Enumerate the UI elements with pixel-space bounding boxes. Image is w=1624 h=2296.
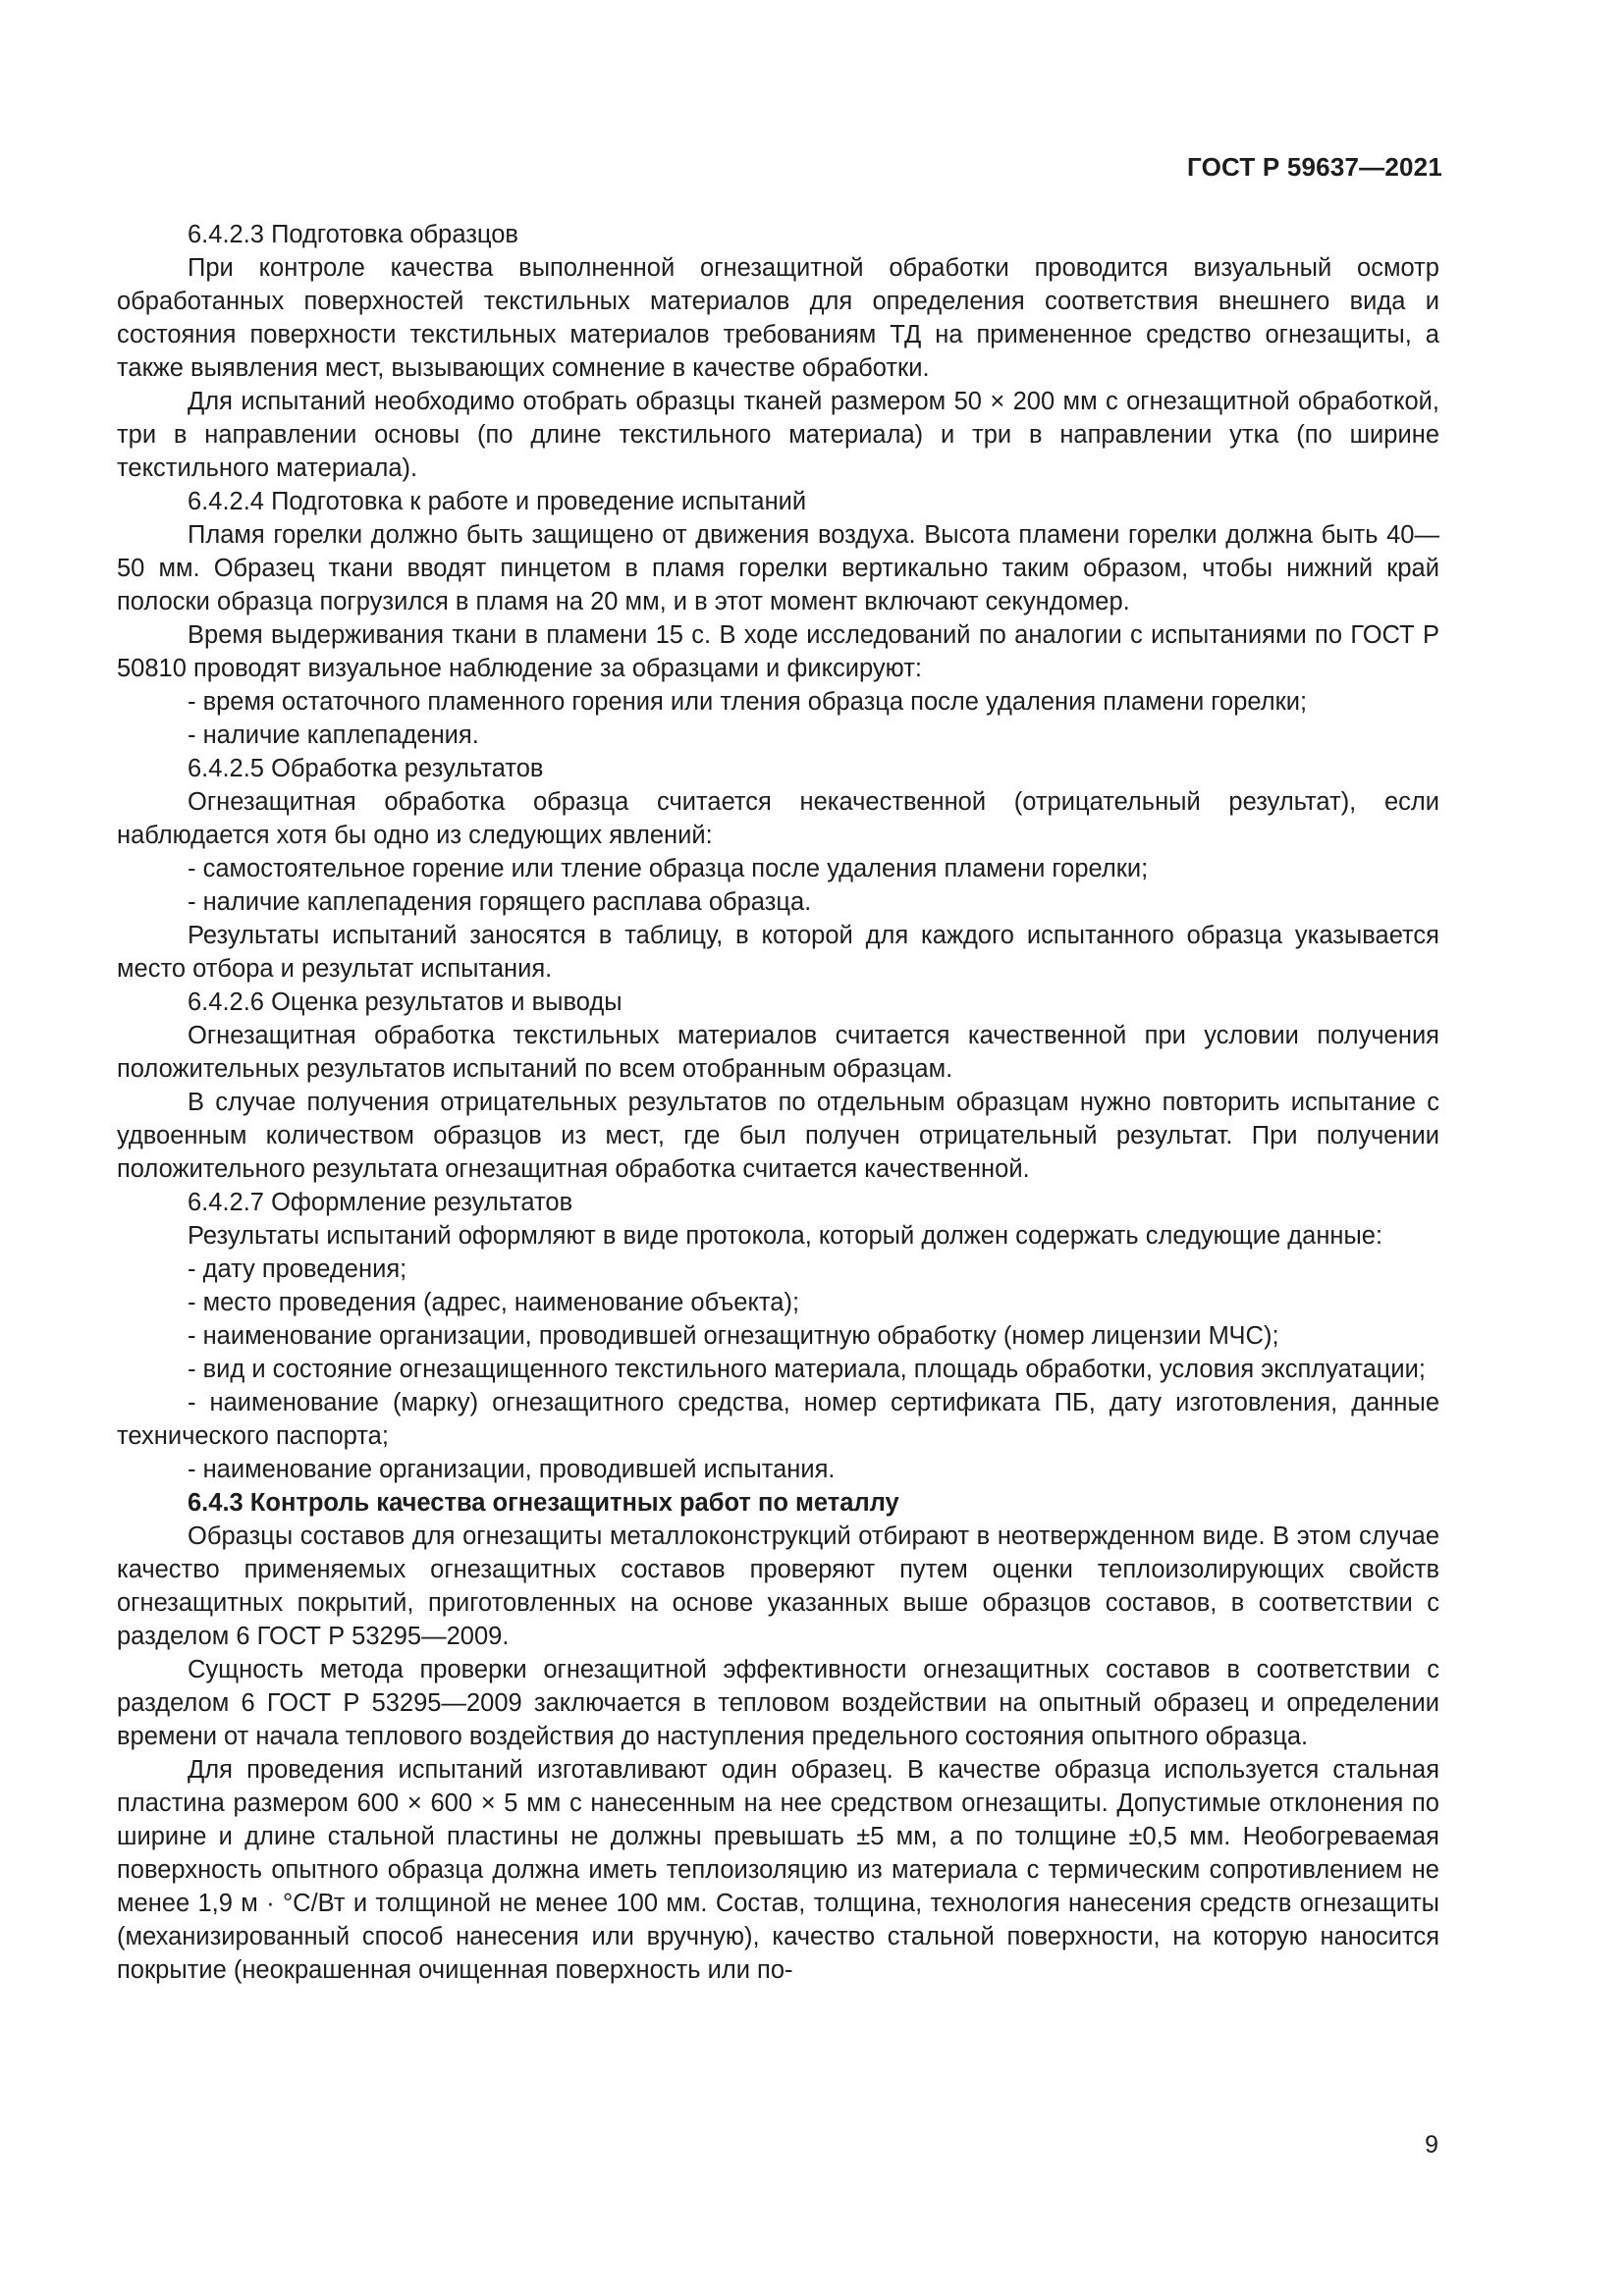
- section-heading-6-4-2-5: 6.4.2.5 Обработка результатов: [188, 755, 544, 782]
- paragraph: Сущность метода проверки огнезащитной эффективности огнезащитных составов в соответствии с разделом 6 ГОСТ Р 53295—2009 заключается в тепловом воздействии на опытный образец и определении времени от начала теплового воздействия до наступления предельного состояния опытного образца.: [117, 1656, 1439, 1750]
- list-item: - наименование организации, проводившей испытания.: [188, 1456, 836, 1483]
- paragraph: Образцы составов для огнезащиты металлоконструкций отбирают в неотвержденном виде. В этом случае качество применяемых огнезащитных составов проверяют путем оценки теплоизолирующих свойств огнезащитных покрытий, приготовленных на основе указанных выше образцов составов, в соответствии с разделом 6 ГОСТ Р 53295—2009.: [117, 1522, 1439, 1650]
- document-code: ГОСТ Р 59637—2021: [1187, 152, 1442, 182]
- section-heading-6-4-3: 6.4.3 Контроль качества огнезащитных работ по металлу: [188, 1489, 899, 1517]
- list-item: - время остаточного пламенного горения или тления образца после удаления пламени горелки;: [188, 688, 1308, 716]
- section-heading-6-4-2-4: 6.4.2.4 Подготовка к работе и проведение испытаний: [188, 488, 807, 515]
- list-item: - место проведения (адрес, наименование объекта);: [188, 1289, 800, 1316]
- page-number: 9: [1425, 2131, 1438, 2159]
- paragraph: Пламя горелки должно быть защищено от движения воздуха. Высота пламени горелки должна быть 40—50 мм. Образец ткани вводят пинцетом в пламя горелки вертикально таким образом, чтобы нижний край полоски образца погрузился в пламя на 20 мм, и в этот момент включают секундомер.: [117, 521, 1439, 615]
- paragraph: Огнезащитная обработка образца считается некачественной (отрицательный результат), если наблюдается хотя бы одно из следующих явлений:: [117, 788, 1439, 849]
- list-item: - наличие каплепадения горящего расплава образца.: [188, 888, 812, 916]
- section-heading-6-4-2-7: 6.4.2.7 Оформление результатов: [188, 1189, 573, 1216]
- paragraph: В случае получения отрицательных результатов по отдельным образцам нужно повторить испытание с удвоенным количеством образцов из мест, где был получен отрицательный результат. При получении положительного результата огнезащитная обработка считается качественной.: [117, 1089, 1439, 1183]
- section-heading-6-4-2-6: 6.4.2.6 Оценка результатов и выводы: [188, 988, 623, 1016]
- section-heading-6-4-2-3: 6.4.2.3 Подготовка образцов: [188, 221, 518, 248]
- document-body: [117, 218, 1439, 1987]
- list-item: - наличие каплепадения.: [188, 721, 479, 749]
- paragraph: Для проведения испытаний изготавливают один образец. В качестве образца используется стальная пластина размером 600 × 600 × 5 мм с нанесенным на нее средством огнезащиты. Допустимые отклонения по ширине и длине стальной пластины не должны превышать ±5 мм, а по толщине ±0,5 мм. Необогреваемая поверхность опытного образца должна иметь теплоизоляцию из материала с термическим сопротивлением не менее 1,9 м · °С/Вт и толщиной не менее 100 мм. Состав, толщина, технология нанесения средств огнезащиты (механизированный способ нанесения или вручную), качество стальной поверхности, на которую наносится покрытие (неокрашенная очищенная поверхность или по-: [117, 1756, 1439, 1984]
- list-item: - наименование организации, проводившей огнезащитную обработку (номер лицензии МЧС);: [188, 1322, 1279, 1350]
- list-item: - наименование (марку) огнезащитного средства, номер сертификата ПБ, дату изготовления, данные технического паспорта;: [117, 1389, 1439, 1450]
- paragraph: Результаты испытаний заносятся в таблицу, в которой для каждого испытанного образца указывается место отбора и результат испытания.: [117, 922, 1439, 983]
- paragraph: Для испытаний необходимо отобрать образцы тканей размером 50 × 200 мм с огнезащитной обработкой, три в направлении основы (по длине текстильного материала) и три в направлении утка (по ширине текстильного материала).: [117, 388, 1439, 482]
- paragraph: При контроле качества выполненной огнезащитной обработки проводится визуальный осмотр обработанных поверхностей текстильных материалов для определения соответствия внешнего вида и состояния поверхности текстильных материалов требованиям ТД на примененное средство огнезащиты, а также выявления мест, вызывающих сомнение в качестве обработки.: [117, 254, 1439, 382]
- list-item: - вид и состояние огнезащищенного текстильного материала, площадь обработки, условия эксплуатации;: [188, 1356, 1426, 1383]
- paragraph: Время выдерживания ткани в пламени 15 с. В ходе исследований по аналогии с испытаниями по ГОСТ Р 50810 проводят визуальное наблюдение за образцами и фиксируют:: [117, 621, 1439, 682]
- list-item: - самостоятельное горение или тление образца после удаления пламени горелки;: [188, 855, 1149, 882]
- list-item: - дату проведения;: [188, 1255, 407, 1283]
- paragraph: Результаты испытаний оформляют в виде протокола, который должен содержать следующие данные:: [188, 1222, 1383, 1250]
- paragraph: Огнезащитная обработка текстильных материалов считается качественной при условии получения положительных результатов испытаний по всем отобранным образцам.: [117, 1022, 1439, 1083]
